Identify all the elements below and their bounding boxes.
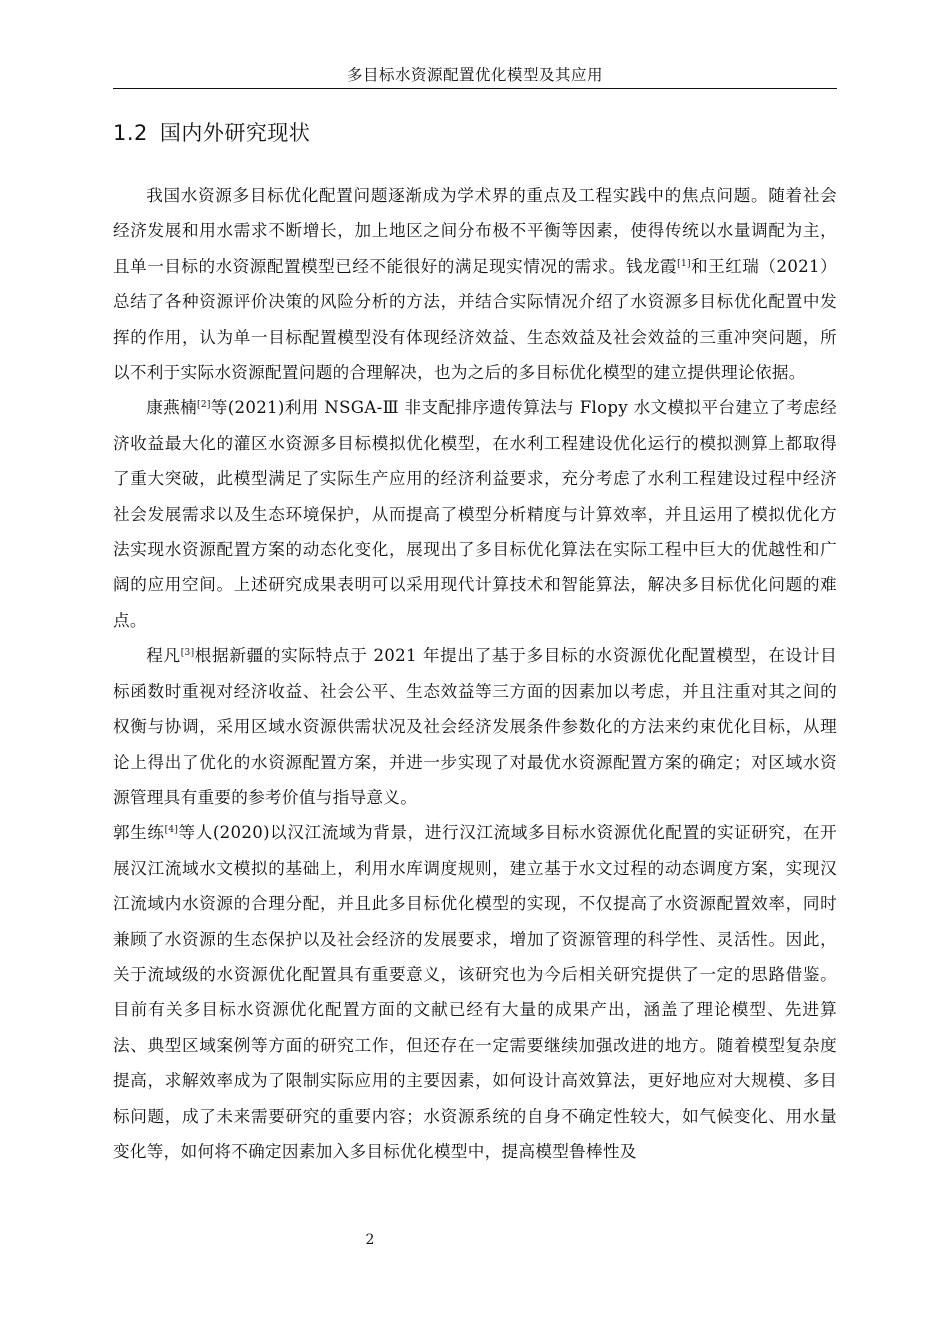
paragraph-text: 等(2021)利用 NSGA-Ⅲ 非支配排序遗传算法与 Flopy 水文模拟平台建立了考虑经济收益最大化的灌区水资源多目标模拟优化模型，在水利工程建设优化运行的模拟测算上都取得了重大突破，此模型满足了实际生产应用的经济利益要求，充分考虑了水利工程建设过程中经济社会发展需求以及生态环境保护，从而提高了模型分析精度与计算效率，并且运用了模拟优化方法实现水资源配置方案的动态化变化，展现出了多目标优化算法在实际工程中巨大的优越性和广阔的应用空间。上述研究成果表明可以采用现代计算技术和智能算法，解决多目标优化问题的难点。	[113, 398, 837, 630]
body-text	[113, 178, 837, 1169]
paragraph-text: 程凡	[146, 646, 181, 666]
running-header: 多目标水资源配置优化模型及其应用	[346, 66, 603, 84]
paragraph-text: 郭生练	[113, 823, 165, 843]
section-number: 1.2	[113, 121, 148, 145]
paragraph	[113, 178, 837, 390]
header-rule	[113, 88, 837, 89]
section-title: 国内外研究现状	[159, 121, 311, 145]
citation: [1]	[677, 258, 691, 269]
paragraph	[113, 815, 837, 1169]
citation: [3]	[180, 648, 195, 659]
citation: [4]	[164, 825, 179, 836]
paragraph-text: 等人(2020)以汉江流域为背景，进行汉江流域多目标水资源优化配置的实证研究，在开展汉江流域水文模拟的基础上，利用水库调度规则，建立基于水文过程的动态调度方案，实现汉江流域内水资源的合理分配，并且此多目标优化模型的实现，不仅提高了水资源配置效率，同时兼顾了水资源的生态保护以及社会经济的发展要求，增加了资源管理的科学性、灵活性。因此，关于流域级的水资源优化配置具有重要意义，该研究也为今后相关研究提供了一定的思路借鉴。目前有关多目标水资源优化配置方面的文献已经有大量的成果产出，涵盖了理论模型、先进算法、典型区域案例等方面的研究工作，但还存在一定需要继续加强改进的地方。随着模型复杂度提高，求解效率成为了限制实际应用的主要因素，如何设计高效算法，更好地应对大规模、多目标问题，成了未来需要研究的重要内容；水资源系统的自身不确定性较大，如气候变化、用水量变化等，如何将不确定因素加入多目标优化模型中，提高模型鲁棒性及	[113, 823, 837, 1161]
paragraph-text: 根据新疆的实际特点于 2021 年提出了基于多目标的水资源优化配置模型，在设计目标函数时重视对经济收益、社会公平、生态效益等三方面的因素加以考虑，并且注重对其之间的权衡与协调，采用区域水资源供需状况及社会经济发展条件参数化的方法来约束优化目标，从理论上得出了优化的水资源配置方案，并进一步实现了对最优水资源配置方案的确定；对区域水资源管理具有重要的参考价值与指导意义。	[113, 646, 837, 807]
citation: [2]	[197, 400, 211, 411]
paragraph-text: 康燕楠	[146, 398, 198, 418]
page-number: 2	[365, 1232, 375, 1248]
section-heading	[113, 118, 310, 148]
paragraph	[113, 390, 837, 638]
paragraph	[113, 638, 837, 815]
paragraph-text: 我国水资源多目标优化配置问题逐渐成为学术界的重点及工程实践中的焦点问题。随着社会经济发展和用水需求不断增长，加上地区之间分布极不平衡等因素，使得传统以水量调配为主，且单一目标的水资源配置模型已经不能很好的满足现实情况的需求。钱龙霞	[113, 186, 837, 276]
paragraph-text: 和王红瑞（2021）总结了各种资源评价决策的风险分析的方法，并结合实际情况介绍了水资源多目标优化配置中发挥的作用，认为单一目标配置模型没有体现经济效益、生态效益及社会效益的三重冲突问题，所以不利于实际水资源配置问题的合理解决，也为之后的多目标优化模型的建立提供理论依据。	[113, 256, 837, 383]
